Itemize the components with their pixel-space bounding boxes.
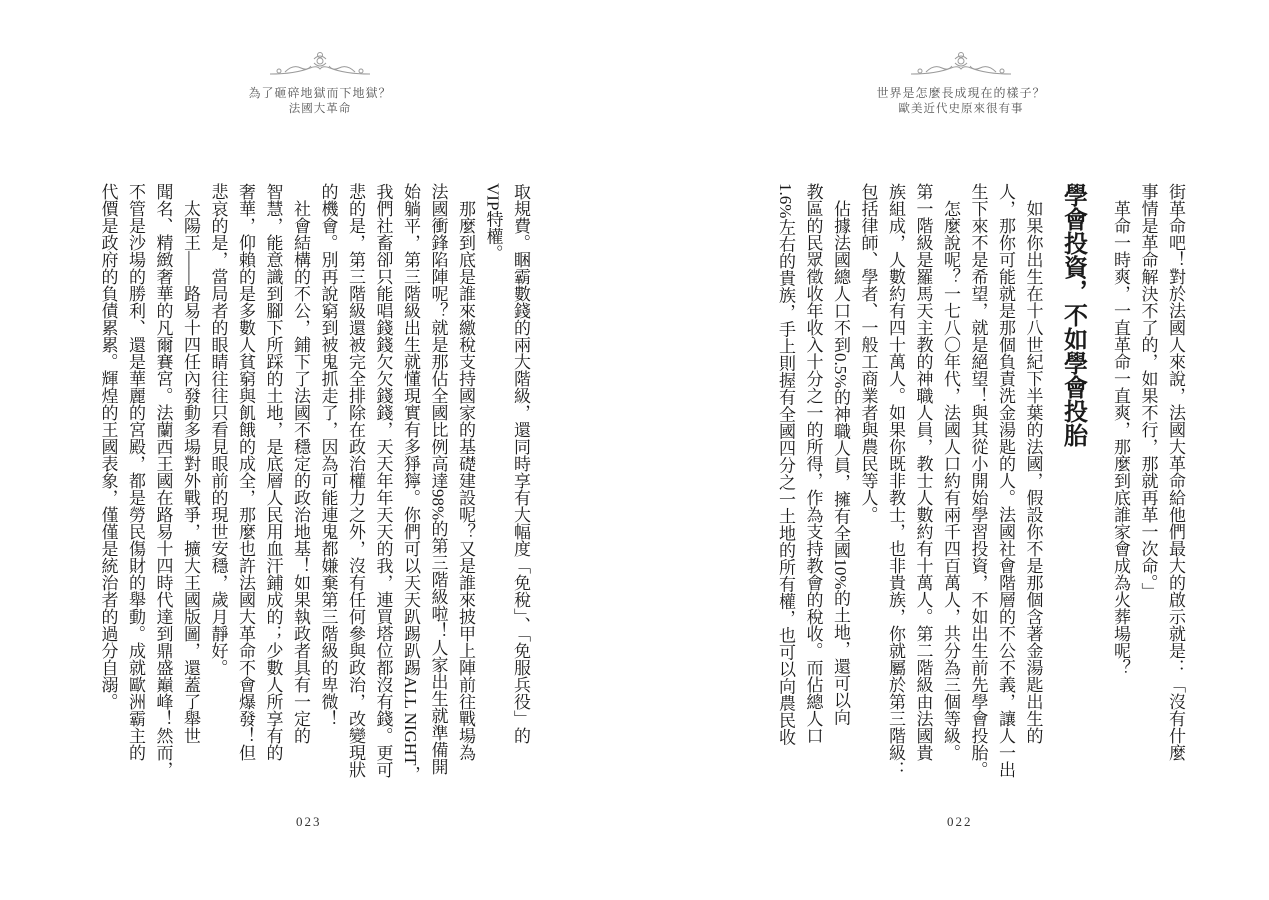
text-line: 生下來不是希望，就是絕望！與其從小開始學習投資，不如出生前先學會投胎。 [968,183,988,778]
text-line: 始躺平，第三階級出生就懂現實有多猙獰。你們可以天天趴踢趴踢ALL NIGHT， [401,183,420,783]
left-page [0,0,634,900]
text-line: 怎麼說呢？一七八〇年代，法國人口約有兩千四百萬人，共分為三個等級。 [941,200,960,761]
text-line: 族組成，人數約有四十萬人。如果你既非教士，也非貴族，你就屬於第三階級： [886,183,905,778]
scroll-ornament-icon [265,50,375,76]
text-line: 那麼到底是誰來繳稅支持國家的基礎建設呢？又是誰來披甲上陣前往戰場為 [456,200,475,761]
running-head-title: 世界是怎麼長成現在的樣子？ [876,86,1046,100]
text-line: 的機會。別再說窮到被鬼抓走了，因為可能連鬼都嫌棄第三階級的卑微！ [318,183,338,727]
text-line: 代價是政府的負債累累。輝煌的王國表象，僅僅是統治者的過分自溺。 [98,183,118,710]
text-line: 1.6%左右的貴族，手上則握有全國四分之一土地的所有權，也可以向農民收 [776,183,795,746]
running-head [831,50,1091,116]
running-head [190,50,450,116]
running-head-subtitle: 法國大革命 [288,101,352,115]
running-head-subtitle: 歐美近代史原來很有事 [898,101,1024,115]
text-line: 如果你出生在十八世紀下半葉的法國，假設你不是那個含著金湯匙出生的 [1023,200,1043,744]
text-line: 奢華，仰賴的是多數人貧窮與飢餓的成全，那麼也許法國大革命不會爆發！但 [236,183,255,761]
text-line: 不管是沙場的勝利、還是華麗的宮殿，都是勞民傷財的舉動。成就歐洲霸主的 [126,183,145,761]
right-page [635,0,1269,900]
text-line: 悲的是，第三階級還被完全排除在政治權力之外，沒有任何參與政治，改變現狀 [346,183,365,778]
text-line: 太陽王——路易十四任內發動多場對外戰爭，擴大王國版圖，還蓋了舉世 [181,200,200,744]
text-line: 我們社畜卻只能唱錢錢欠欠錢錢，天天年年天天的我，連買塔位都沒有錢。更可 [373,183,393,778]
body-text [772,183,1190,778]
text-line: 事情是革命解決不了的，如果不行，那就再革一次命。」 [1138,183,1158,600]
text-line: 佔據法國總人口不到0.5%的神職人員，擁有全國10%的土地，還可以向 [831,200,850,726]
text-line: 包括律師、學者、一般工商業者與農民等人。 [858,183,878,523]
body-text [94,183,534,783]
text-line: 人，那你可能就是那個負責洗金湯匙的人。法國社會階層的不公不義，讓人一出 [996,183,1015,778]
text-line: 取規費。睏霸數錢的兩大階級，還同時享有大幅度「免稅」、「免服兵役」的 [511,183,530,744]
text-line: 悲哀的是，當局者的眼睛往往只看見眼前的現世安穩，歲月靜好。 [208,183,228,676]
scroll-ornament-icon [906,50,1016,76]
text-line: VIP特權。 [483,183,503,262]
text-line: 第一階級是羅馬天主教的神職人員，教士人數約有十萬人。第二階級由法國貴 [913,183,933,761]
text-line: 革命一時爽，一直革命一直爽，那麼到底誰家會成為火葬場呢？ [1111,200,1130,676]
text-line: 社會結構的不公，鋪下了法國不穩定的政治地基！如果執政者具有一定的 [291,200,310,744]
page-number: 023 [296,814,322,829]
text-line: 教區的民眾徵收年收入十分之一的所得，作為支持教會的稅收。而佔總人口 [803,183,823,744]
section-heading: 學會投資，不如學會投胎 [1059,183,1088,447]
text-line: 街革命吧！對於法國人來說，法國大革命給他們最大的啟示就是：「沒有什麼 [1166,183,1185,761]
text-line: 聞名、精緻奢華的凡爾賽宮。法蘭西王國在路易十四時代達到鼎盛巔峰！然而， [153,183,173,778]
text-line: 法國衝鋒陷陣呢？就是那佔全國比例高達98%的第三階級啦！人家出生就準備開 [428,183,448,776]
running-head-title: 為了砸碎地獄而下地獄？ [248,86,392,100]
page-number: 022 [947,814,973,829]
text-line: 智慧，能意識到腳下所踩的土地，是底層人民用血汗鋪成的；少數人所享有的 [263,183,283,761]
